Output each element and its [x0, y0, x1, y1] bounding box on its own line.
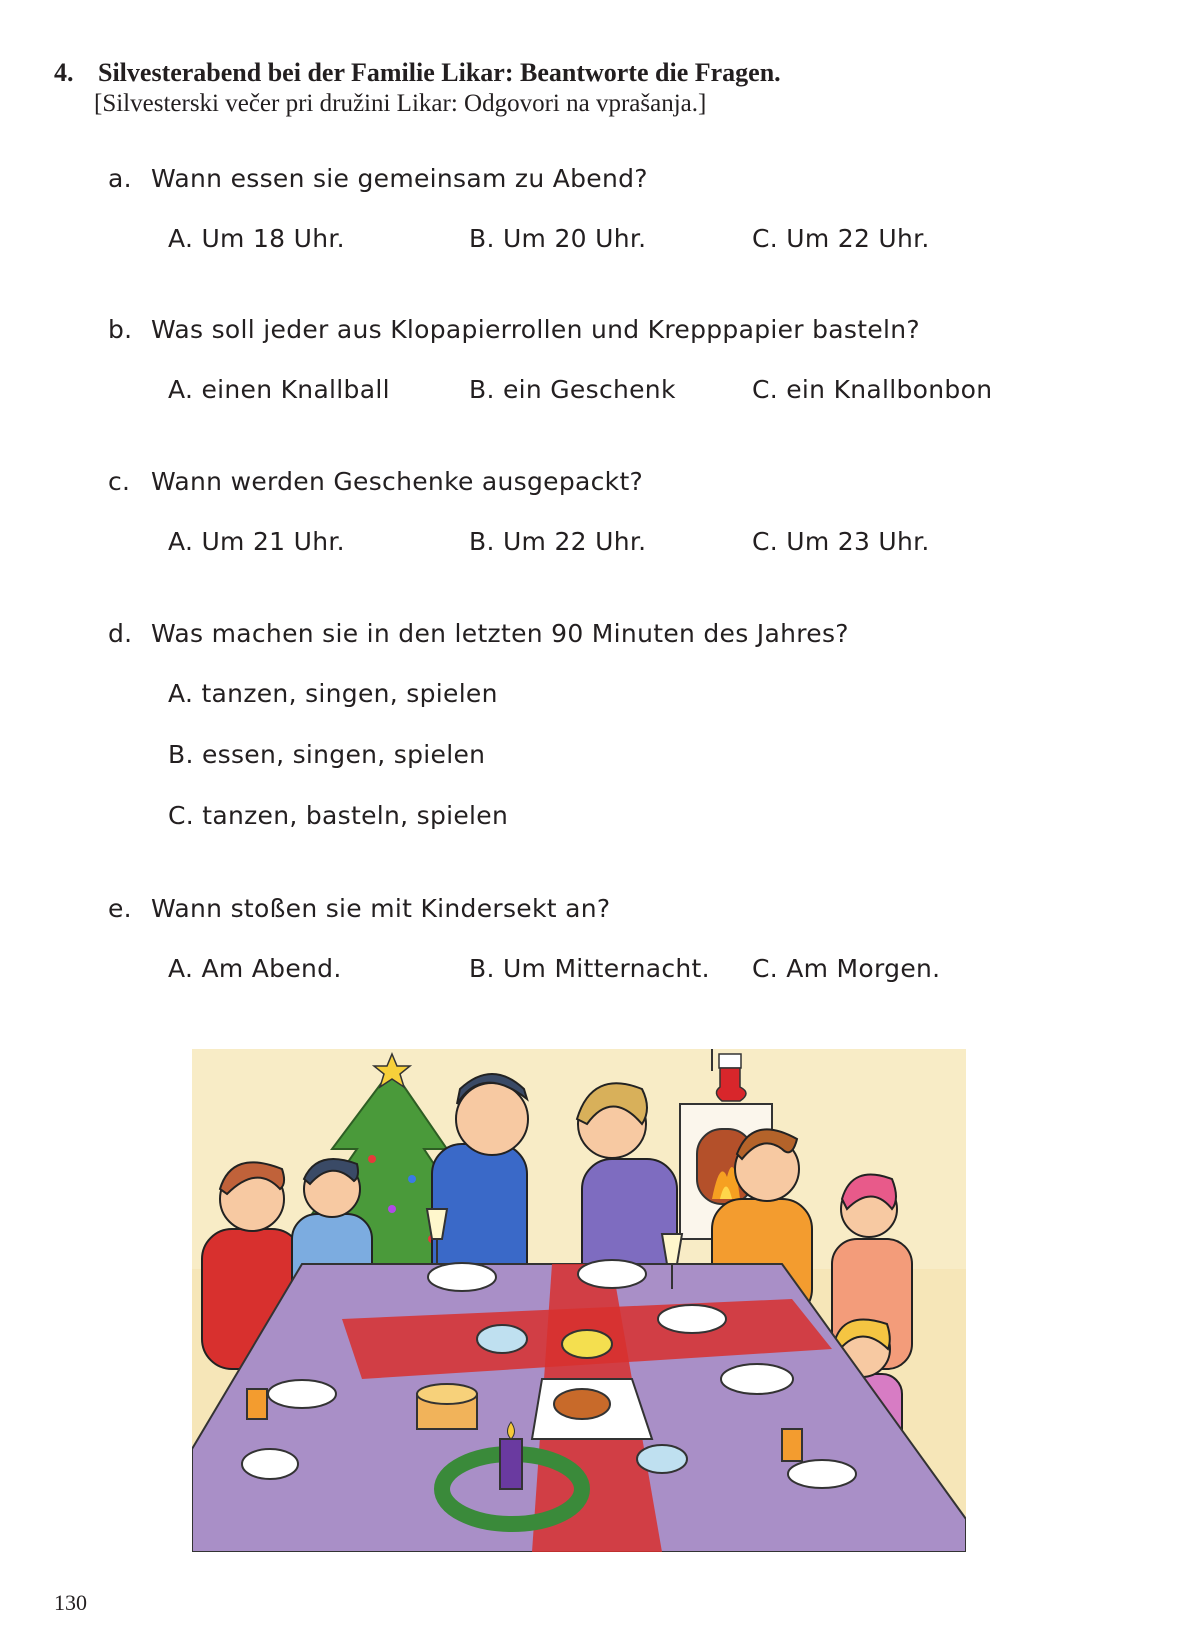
option-a: A. einen Knallball — [168, 375, 390, 404]
option-b: B. Um 20 Uhr. — [469, 224, 647, 253]
question-letter: d. — [108, 619, 133, 648]
question-letter: b. — [108, 315, 133, 344]
question-text: Wann stoßen sie mit Kindersekt an? — [151, 894, 611, 923]
option-a: A. tanzen, singen, spielen — [168, 679, 498, 708]
option-b: B. essen, singen, spielen — [168, 740, 486, 769]
option-c: C. Um 22 Uhr. — [752, 224, 930, 253]
option-a: A. Um 21 Uhr. — [168, 527, 345, 556]
option-c: C. Am Morgen. — [752, 954, 941, 983]
question-text: Wann werden Geschenke ausgepackt? — [151, 467, 644, 496]
exercise-title: Silvesterabend bei der Familie Likar: Beantworte die Fragen. — [98, 58, 781, 87]
question-letter: a. — [108, 164, 132, 193]
page-number: 130 — [54, 1590, 87, 1615]
option-b: B. Um 22 Uhr. — [469, 527, 647, 556]
question-letter: c. — [108, 467, 131, 496]
exercise-number: 4. — [54, 58, 74, 87]
option-c: C. ein Knallbonbon — [752, 375, 993, 404]
option-a: A. Um 18 Uhr. — [168, 224, 345, 253]
question-text: Wann essen sie gemeinsam zu Abend? — [151, 164, 648, 193]
option-a: A. Am Abend. — [168, 954, 342, 983]
question-letter: e. — [108, 894, 132, 923]
option-c: C. tanzen, basteln, spielen — [168, 801, 509, 830]
question-text: Was machen sie in den letzten 90 Minuten des Jahres? — [151, 619, 849, 648]
question-text: Was soll jeder aus Klopapierrollen und Krepppapier basteln? — [151, 315, 920, 344]
exercise-subtitle: [Silvesterski večer pri družini Likar: Odgovori na vprašanja.] — [94, 90, 707, 117]
option-b: B. ein Geschenk — [469, 375, 676, 404]
family-dinner-illustration — [192, 1049, 966, 1552]
option-b: B. Um Mitternacht. — [469, 954, 710, 983]
option-c: C. Um 23 Uhr. — [752, 527, 930, 556]
